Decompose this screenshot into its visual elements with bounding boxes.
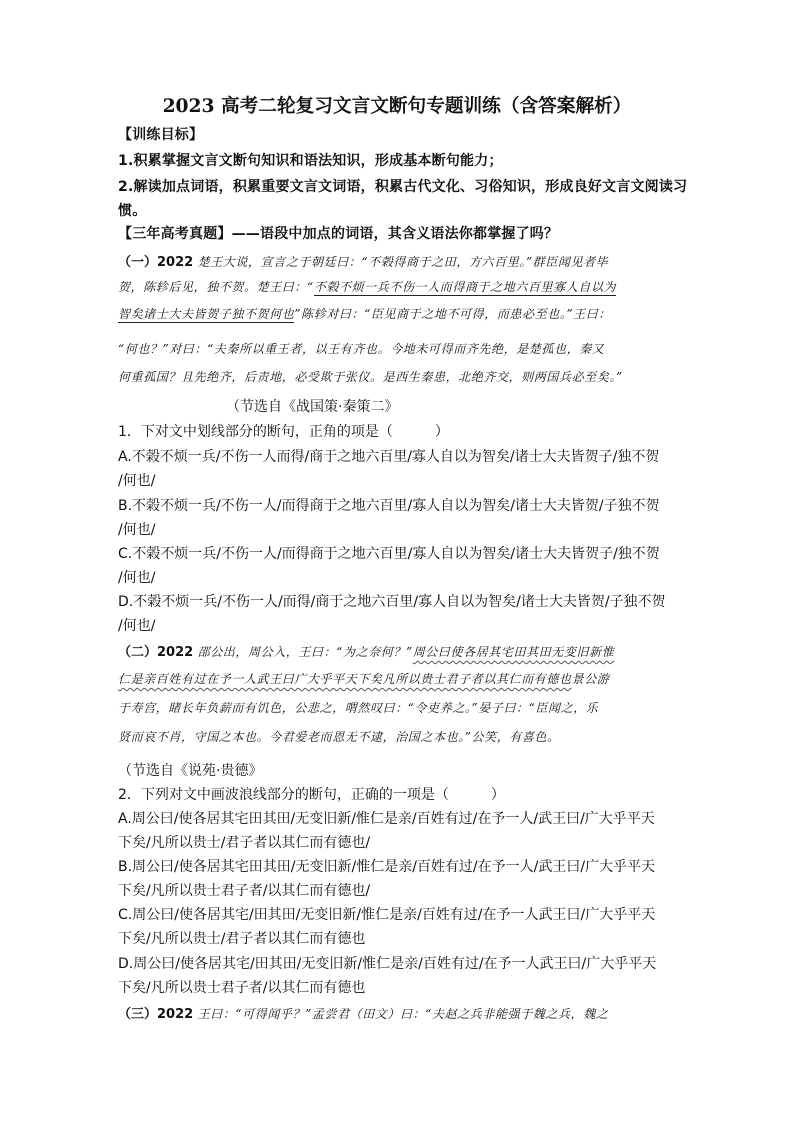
passage-line: 于寿宫，睹长年负薪而有饥色，公悲之，喟然叹曰：“令吏养之。”晏子曰：“臣闻之，乐 [118, 701, 599, 715]
option-line: /何也/ [118, 618, 156, 634]
passage-line: 何重孤国？且先绝齐，后责地，必受欺于张仪。是西生秦患，北绝齐交，则两国兵必至矣。” [118, 370, 623, 384]
option-line: 下矣/凡所以贵士/君子者以其仁而有德也/ [118, 835, 371, 851]
question-stem: 2．下列对文中画波浪线部分的断句，正确的一项是（ ） [118, 787, 505, 803]
option-line: D.周公曰/使各居其宅/田其田/无变旧新/惟仁是亲/百姓有过/在予一人武王曰/广大乎平天 [118, 956, 657, 972]
wavy-underlined-text: 仁是亲百姓有过在予一人武王曰广大乎平天下矣凡所以贵士君子者以其仁而有德也 [118, 672, 572, 686]
option-line: B.周公曰/使各居其宅田其田/无变旧新/惟仁是亲/百姓有过/在予一人/武王曰/广大乎平天 [118, 859, 656, 875]
option-line: D.不榖不烦一兵/不伤一人/而得/商于之地六百里/寡人自以为智矣/诸士大夫皆贺/子独不贺 [118, 594, 666, 610]
passage-line: 贤而哀不肖，守国之本也。今君爱老而恩无不逮，治国之本也。”公笑，有喜色。 [118, 730, 560, 744]
passage-source: （节选自《说苑·贵德》 [118, 763, 263, 779]
option-line: 下矣/凡所以贵士君子者/以其仁而有德也 [118, 980, 366, 996]
underlined-text: 智矣诸士大夫皆贺子独不贺何也 [118, 307, 295, 321]
goal-item: 惯。 [118, 203, 147, 219]
passage-line: （一）2022 楚王大说，宣言之于朝廷曰：“不榖得商于之田，方六百里。”群臣闻见者毕 [118, 255, 609, 270]
option-line: A.周公曰/使各居其宅田其田/无变旧新/惟仁是亲/百姓有过/在予一人/武王曰/广大乎平天 [118, 811, 655, 827]
option-line: A.不榖不烦一兵/不伤一人而得/商于之地六百里/寡人自以为智矣/诸士大夫皆贺子/独不贺 [118, 449, 660, 465]
section-heading: 【三年高考真题】——语段中加点的词语，其含义语法你都掌握了吗？ [118, 226, 559, 242]
goal-item: 1.积累掌握文言文断句知识和语法知识，形成基本断句能力； [118, 153, 503, 169]
passage-line: （三）2022 王曰：“可得闻乎？”孟尝君（田文）曰：“夫赵之兵非能强于魏之兵，魏之 [118, 1007, 609, 1022]
option-line: /何也/ [118, 473, 156, 489]
passage-line: 仁是亲百姓有过在予一人武王曰广大乎平天下矣凡所以贵士君子者以其仁而有德也景公游 [118, 672, 610, 686]
goal-heading: 【训练目标】 [118, 127, 204, 143]
passage-label: （二）2022 [118, 645, 194, 660]
option-line: B.不榖不烦一兵/不伤一人/而得商于之地六百里/寡人自以为智矣/诸士大夫皆贺/子独不贺 [118, 498, 660, 514]
passage-line: 智矣诸士大夫皆贺子独不贺何也”陈轸对曰：“臣见商于之地不可得，而患必至也。”王曰： [118, 307, 612, 321]
option-line: 下矣/凡所以贵士君子者/以其仁而有德也/ [118, 883, 371, 899]
underlined-text: 不榖不烦一兵不伤一人而得商于之地六百里寡人自以为 [313, 280, 617, 294]
passage-line: （二）2022 邵公出，周公入，王曰：“为之奈何？”周公曰使各居其宅田其田无变旧新惟 [118, 645, 615, 660]
passage-line: 贺，陈轸后见，独不贺。楚王曰：“不榖不烦一兵不伤一人而得商于之地六百里寡人自以为 [118, 280, 617, 294]
passage-label: （一）2022 [118, 255, 194, 270]
option-line: C.不榖不烦一兵/不伤一人/而得商于之地六百里/寡人自以为智矣/诸士大夫皆贺子/独不贺 [118, 546, 660, 562]
passage-label: （三）2022 [118, 1007, 194, 1022]
option-line: /何也/ [118, 522, 156, 538]
option-line: C.周公曰/使各居其宅/田其田/无变旧新/惟仁是亲/百姓有过/在予一人武王曰/广大乎平天 [118, 907, 656, 923]
passage-source: （节选自《战国策·秦策二》 [226, 399, 399, 415]
wavy-underlined-text: 周公曰使各居其宅田其田无变旧新惟 [412, 645, 615, 659]
option-line: 下矣/凡所以贵士/君子者以其仁而有德也 [118, 931, 366, 947]
option-line: /何也/ [118, 570, 156, 586]
question-stem: 1．下对文中划线部分的断句，正角的项是（ ） [118, 424, 449, 440]
goal-item: 2.解读加点词语，积累重要文言文词语，积累古代文化、习俗知识，形成良好文言文阅读习 [118, 179, 688, 195]
page-title: 2023 高考二轮复习文言文断句专题训练（含答案解析） [162, 95, 632, 117]
passage-line: “何也？”对曰：“夫秦所以重王者，以王有齐也。今地未可得而齐先绝，是楚孤也，秦又 [118, 342, 605, 356]
